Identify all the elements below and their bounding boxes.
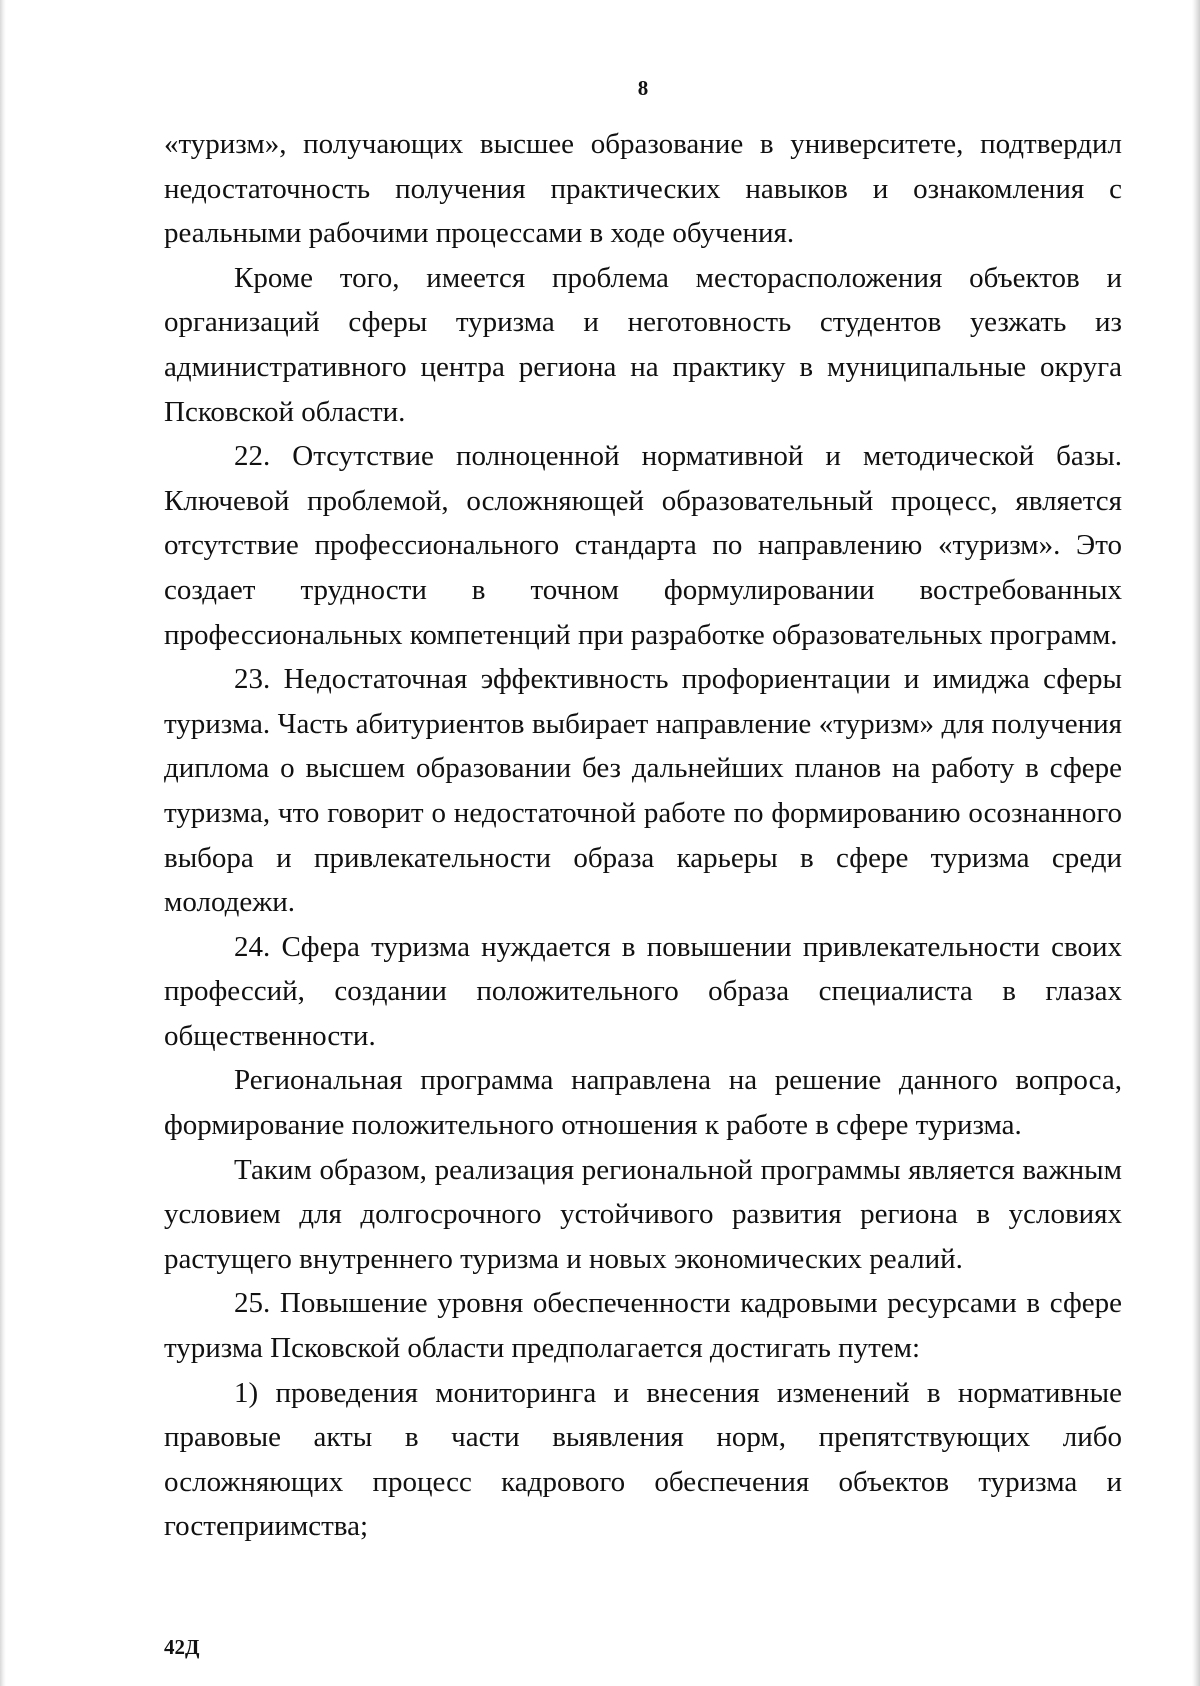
page-number: 8 <box>637 76 649 100</box>
paragraph-conclusion: Таким образом, реализация региональной программы является важным условием для долгосрочного устойчивого развития региона в условиях растущего внутреннего туризма и новых экономических реалий. <box>164 1153 1122 1275</box>
paragraph-location-problem: Кроме того, имеется проблема месторасположения объектов и организаций сферы туризма и неготовность студентов уезжать из административного центра региона на практику в муниципальные округа Псковской области. <box>164 261 1122 428</box>
scan-left-edge <box>0 0 6 1686</box>
paragraph-item-23: 23. Недостаточная эффективность профориентации и имиджа сферы туризма. Часть абитуриентов выбирает направление «туризм» для получения диплома о высшем образовании без дальнейших планов на работу в сфере туризма, что говорит о недостаточной работе по формированию осознанного выбора и привлекательности образа карьеры в сфере туризма среди молодежи. <box>164 663 1122 919</box>
paragraph-continuation: «туризм», получающих высшее образование в университете, подтвердил недостаточность получения практических навыков и ознакомления с реальными рабочими процессами в ходе обучения. <box>164 128 1122 250</box>
paragraph-item-25: 25. Повышение уровня обеспеченности кадровыми ресурсами в сфере туризма Псковской области предполагается достигать путем: <box>164 1287 1122 1365</box>
paragraph-item-24: 24. Сфера туризма нуждается в повышении привлекательности своих профессий, создании положительного образа специалиста в глазах общественности. <box>164 930 1122 1052</box>
footer-code: 42Д <box>164 1635 200 1659</box>
paragraph-item-22: 22. Отсутствие полноценной нормативной и методической базы. Ключевой проблемой, осложняющей образовательный процесс, является отсутствие профессионального стандарта по направлению «туризм». Это создает трудности в точном формулировании востребованных профессиональных компетенций при разработке образовательных программ. <box>164 440 1122 651</box>
document-body <box>164 122 1122 1549</box>
paragraph-regional-program: Региональная программа направлена на решение данного вопроса, формирование положительного отношения к работе в сфере туризма. <box>164 1064 1122 1142</box>
scan-right-edge <box>1192 0 1200 1686</box>
paragraph-subitem-1: 1) проведения мониторинга и внесения изменений в нормативные правовые акты в части выявления норм, препятствующих либо осложняющих процесс кадрового обеспечения объектов туризма и гостеприимства; <box>164 1376 1122 1543</box>
